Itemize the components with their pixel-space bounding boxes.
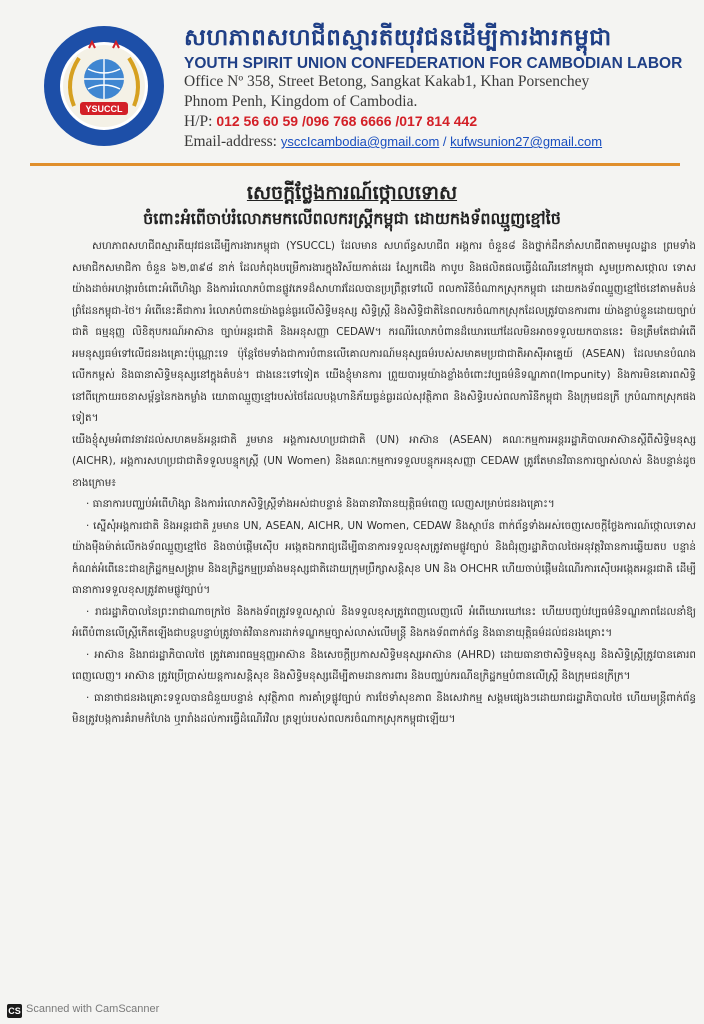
body-paragraph-2: យើងខ្ញុំសូមអំពាវនាវដល់សហគមន៍អន្តរជាតិ រួមមាន អង្គការសហប្រជាជាតិ (UN) អាស៊ាន (ASEAN) គណៈកម្មការអន្តររដ្ឋាភិបាលអាស៊ានស្តីពីសិទ្ធិមនុស្ស (AICHR), អង្គការសហប្រជាជាតិទទួលបន្ទុកស្ត្រី (UN Women) និងគណៈកម្មការទទួលបន្ទុកអនុសញ្ញា CEDAW ត្រូវតែមានវិធានការច្បាស់លាស់ និងបន្ទាន់ដូច ខាងក្រោម៖ xyxy=(72,433,696,489)
org-name-english: YOUTH SPIRIT UNION CONFEDERATION FOR CAMBODIAN LABOR xyxy=(184,55,683,72)
svg-text:YSUCCL: YSUCCL xyxy=(85,104,123,114)
email-link-1[interactable]: ysccIcambodia@gmail.com xyxy=(280,134,440,149)
camscanner-icon: CS xyxy=(8,1006,21,1016)
demand-item-3: · រាជរដ្ឋាភិបាលនៃព្រះរាជាណាចក្រថៃ និងកងទ័ពត្រូវទទួលស្គាល់ និងទទួលខុសត្រូវពេញលេញលើ អំពើឃោរឃៅនេះ ហើយបញ្ចប់វប្បធម៌និទណ្ឌភាពដែលនាំឱ្យអំពើបំពានលើស្ត្រីកើតឡើងជាបន្តបន្ទាប់ត្រូវចាត់វិធានការដាក់ទណ្ឌកម្មច្បាស់លាស់លើមន្ត្រី និងកងទ័ពពាក់ព័ន្ធ និងធានាយុត្តិធម៌ដល់ជនរងគ្រោះ។ xyxy=(72,605,696,639)
statement-subtitle: ចំពោះអំពើចាប់រំលោភមកលើពលករស្រ្តីកម្ពុជា ដោយកងទ័ពឈ្មួញខ្មៅថៃ xyxy=(143,209,561,228)
letterhead-divider xyxy=(30,163,680,166)
ysuccl-logo xyxy=(44,26,164,146)
email-line xyxy=(184,133,602,151)
logo-emblem-icon xyxy=(44,26,164,146)
phone-label: H/P: xyxy=(184,113,213,130)
email-separator: / xyxy=(439,134,451,149)
demand-item-1: · ធានាការបញ្ឈប់អំពើហិង្សា និងការរំលោភសិទ្ធិស្ត្រីទាំងអស់ជាបន្ទាន់ និងធានាវិធានយុត្តិធម៌ពេញ លេញសម្រាប់ជនរងគ្រោះ។ xyxy=(86,498,555,510)
email-label: Email-address: xyxy=(184,133,277,150)
camscanner-watermark: Scanned with CamScanner xyxy=(26,1003,160,1015)
body-paragraph-1: សហភាពសហជីពស្មារតីយុវជនដើម្បីការងារកម្ពុជា (YSUCCL) ដែលមាន សហព័ន្ធសហជីព អង្គការ ចំនួន៨ និងថ្នាក់ដឹកនាំសហជីពតាមមូលដ្ឋាន ព្រមទាំងសមាជិកសមាជិកា ចំនួន ៦២,៣៩៨ នាក់ ដែលកំពុងបម្រើការងារក្នុងវិស័យកាត់ដេរ ស្បែកជើង កាបូប និងផលិតផលធ្វើដំណើរនៅកម្ពុជា សូមប្រកាសថ្កោល ទោសយ៉ាងដាច់អហង្ការចំពោះអំពើហិង្សា និងការរំលោភបំពានផ្លូវភេទដ៏សាហាវដែលបានប្រព្រឹត្តទៅលើ ពលការិនីចំណាកស្រុកកម្ពុជា ដោយកងទ័ពឈ្មួញខ្មៅថៃនៅតាមតំបន់ព្រំដែនកម្ពុជា-ថៃ។ អំពើនេះគឺជាការ រំលោភបំពានយ៉ាងធ្ងន់ធ្ងរលើសិទ្ធិមនុស្ស សិទ្ធិស្ត្រី និងសិទ្ធិជាតិនៃពលករចំណាកស្រុកដែលត្រូវបានការពារ យ៉ាងខ្ជាប់ខ្ជួនដោយច្បាប់ជាតិ ធម្មនុញ្ញ លិខិតុបករណ៍អាស៊ាន ច្បាប់អន្តរជាតិ និងអនុសញ្ញា CEDAW។ ករណីរំលោភបំពានដ៏ឃោរឃៅដែលមិនអាចទទួលយកបាននេះ មិនត្រឹមតែជាអំពើអមនុស្សធម៌ទៅលើជនរងគ្រោះប៉ុណ្ណោះទេ ប៉ុន្តែថែមទាំងជាការបំពានលើគោលការណ៍មនុស្សធម៌របស់សមាគមប្រជាជាតិអាស៊ីអាគ្នេយ៍ (ASEAN) ដែលមានបំណងលើកកម្ពស់ និងធានាសិទ្ធិមនុស្សនៅក្នុងតំបន់។ ជាងនេះទៅទៀត យើងខ្ញុំមានការ ព្រួយបារម្ភយ៉ាងខ្លាំងចំពោះវប្បធម៌និទណ្ឌភាព(Impunity) និងការមិនគោរពសិទ្ធិនៅពីក្រោយរចនាសម្ព័ន្ធនៃកងកម្លាំង យោធាឈ្មួញខ្មៅរបស់ថៃដែលបង្កហានិភ័យធ្ងន់ធ្ងរដល់សុវត្ថិភាព និងសិទ្ធិរបស់ពលការិនីកម្ពុជា និងក្រុមជនក្រី ក្របំណាកស្រុកផងទៀត។ xyxy=(72,240,696,424)
address-line-2: Phnom Penh, Kingdom of Cambodia. xyxy=(184,93,418,110)
phone-line xyxy=(184,113,477,131)
demand-item-4: · អាស៊ាន និងរាជរដ្ឋាភិបាលថៃ ត្រូវគោរពធម្មនុញ្ញអាស៊ាន និងសេចក្តីប្រកាសសិទ្ធិមនុស្សអាស៊ាន (AHRD) ដោយធានាថាសិទ្ធិមនុស្ស និងសិទ្ធិស្ត្រីត្រូវបានគោរពពេញលេញ។ អាស៊ាន ត្រូវប្រើប្រាស់យន្តការសន្តិសុខ និងសិទ្ធិមនុស្សដើម្បីតាមដានការពារ និងបញ្ឈប់ករណីឧក្រិដ្ឋកម្មបំពានលើស្ត្រី និងក្រុមជនក្រីក្រ។ xyxy=(72,648,696,682)
email-link-2[interactable]: kufwsunion27@gmail.com xyxy=(450,134,603,149)
address-line-1: Office Nº 358, Street Betong, Sangkat Kakab1, Khan Porsenchey xyxy=(184,73,590,90)
demand-item-2: · ស្នើសុំអង្គការជាតិ និងអន្តរជាតិ រួមមាន UN, ASEAN, AICHR, UN Women, CEDAW និងស្ថាប័ន ពាក់ព័ន្ធទាំងអស់ចេញសេចក្តីថ្លែងការណ៍ថ្កោលទោសយ៉ាងម៉ឺងម៉ាត់លើកងទ័ពឈ្មួញខ្មៅថៃ និងចាប់ផ្តើមស៊ើប អង្កេតឯករាជ្យដើម្បីធានាការទទួលខុសត្រូវតាមផ្លូវច្បាប់ និងជំរុញរដ្ឋាភិបាលថៃអនុវត្តវិធានការឆ្លើយតប បន្ទាន់កំណត់អំពើនេះជាឧក្រិដ្ឋកម្មសង្គ្រាម និងឧក្រិដ្ឋកម្មប្រឆាំងមនុស្សជាតិដោយក្រុមប្រឹក្សាសន្តិសុខ UN និង OHCHR ហើយចាប់ផ្តើមដំណើរការស៊ើបអង្កេតអន្តរជាតិ ដើម្បីធានាការទទួលខុសត្រូវតាមផ្លូវច្បាប់។ xyxy=(72,519,696,596)
statement-body xyxy=(72,236,696,996)
org-name-khmer: សហភាពសហជីពស្មារតីយុវជនដើម្បីការងារកម្ពុជា xyxy=(184,25,612,51)
demand-item-5: · ធានាថាជនរងគ្រោះទទួលបានជំនួយបន្ទាន់ សុវត្ថិភាព ការគាំទ្រផ្លូវច្បាប់ ការថែទាំសុខភាព និងសេវាកម្ម សង្គមផ្សេងៗដោយរាជរដ្ឋាភិបាលថៃ ហើយមន្ត្រីពាក់ព័ន្ធមិនត្រូវបង្កការគំរាមកំហែង ឬរារាំងដល់ការធ្វើដំណើរវិល ត្រឡប់របស់ពលករចំណាកស្រុកកម្ពុជាឡើយ។ xyxy=(72,691,696,725)
phone-numbers: 012 56 60 59 /096 768 6666 /017 814 442 xyxy=(216,113,478,129)
statement-title: សេចក្តីថ្លែងការណ៍ថ្កោលទោស xyxy=(246,182,458,204)
